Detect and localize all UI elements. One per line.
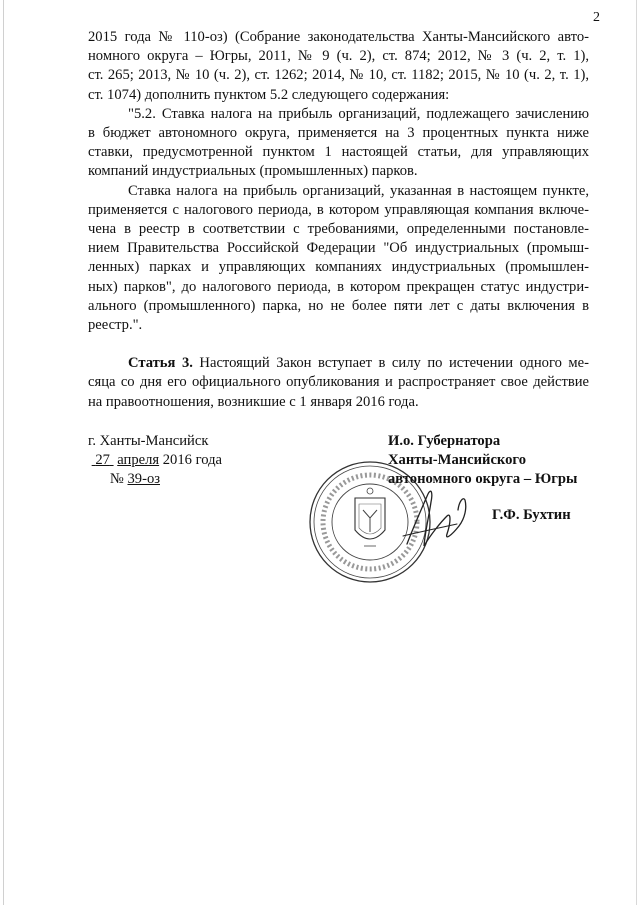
text-line: ального (промышленного) парка, но не более пяти лет с даты включения в bbox=[88, 297, 589, 314]
text-line: 2015 года № 110-оз) (Собрание законодательства Ханты-Мансийского авто- bbox=[88, 29, 589, 45]
text-line: "5.2. Ставка налога на прибыль организаций, подлежащего зачислению bbox=[128, 105, 589, 122]
article-3-text: Настоящий Закон вступает в силу по истечении одного ме- bbox=[192, 355, 589, 372]
handwritten-signature bbox=[395, 478, 485, 558]
place-date-number bbox=[88, 432, 222, 489]
paragraph-gap bbox=[88, 335, 589, 354]
text-line bbox=[88, 354, 589, 373]
text-line: применяется с налогового периода, в котором управляющая компания включе- bbox=[88, 201, 589, 218]
position-line: И.о. Губернатора bbox=[388, 433, 501, 449]
text-line: ных) парков", до налогового периода, в котором прекращен статус индустри- bbox=[88, 278, 589, 295]
scan-edge-left bbox=[3, 0, 4, 905]
signer-name: Г.Ф. Бухтин bbox=[492, 507, 571, 523]
text-line: компаний индустриальных (промышленных) парков. bbox=[88, 163, 418, 180]
text-line: номного округа – Югры, 2011, № 9 (ч. 2), ст. 874; 2012, № 3 (ч. 2, т. 1), bbox=[88, 48, 589, 65]
paragraph-tax-rate bbox=[88, 182, 589, 336]
text-line: ленных) парках и управляющих компаниях индустриальных (промышлен- bbox=[88, 259, 589, 276]
scan-edge-right bbox=[636, 0, 637, 905]
text-line: нием Правительства Российской Федерации "Об индустриальных (промыш- bbox=[88, 240, 589, 257]
text-line: сяца со дня его официального опубликования и распространяет свое действие bbox=[88, 374, 589, 391]
paragraph-amendment-intro bbox=[88, 28, 589, 105]
law-text bbox=[88, 28, 589, 412]
text-line: на правоотношения, возникшие с 1 января 2016 года. bbox=[88, 393, 419, 410]
city: г. Ханты-Мансийск bbox=[88, 433, 209, 449]
position-line: автономного округа – Югры bbox=[388, 471, 578, 487]
text-line: в бюджет автономного округа, применяется на 3 процентных пункта ниже bbox=[88, 125, 589, 142]
paragraph-point-5-2 bbox=[88, 105, 589, 182]
page-number: 2 bbox=[593, 10, 600, 25]
text-line: Ставка налога на прибыль организаций, указанная в настоящем пункте, bbox=[128, 182, 589, 199]
date-day: 27 bbox=[95, 452, 110, 468]
date-month: апреля bbox=[117, 452, 160, 468]
paragraph-article-3 bbox=[88, 354, 589, 412]
law-number: № 39-оз bbox=[109, 471, 160, 487]
text-line: чена в реестр в соответствии с требованиями, определенными постановле- bbox=[88, 221, 589, 238]
text-line: ставки, предусмотренной пунктом 1 настоящей статьи, для управляющих bbox=[88, 144, 589, 161]
signing-date bbox=[88, 451, 222, 470]
text-line: ст. 265; 2013, № 10 (ч. 2), ст. 1262; 2014, № 10, ст. 1182; 2015, № 10 (ч. 2, т. 1), bbox=[88, 67, 589, 84]
text-line: ст. 1074) дополнить пунктом 5.2 следующего содержания: bbox=[88, 86, 450, 103]
position-line: Ханты-Мансийского bbox=[388, 452, 526, 468]
date-year: 2016 года bbox=[162, 452, 222, 468]
text-line: реестр.". bbox=[88, 317, 143, 334]
article-3-label: Статья 3. bbox=[128, 355, 193, 372]
